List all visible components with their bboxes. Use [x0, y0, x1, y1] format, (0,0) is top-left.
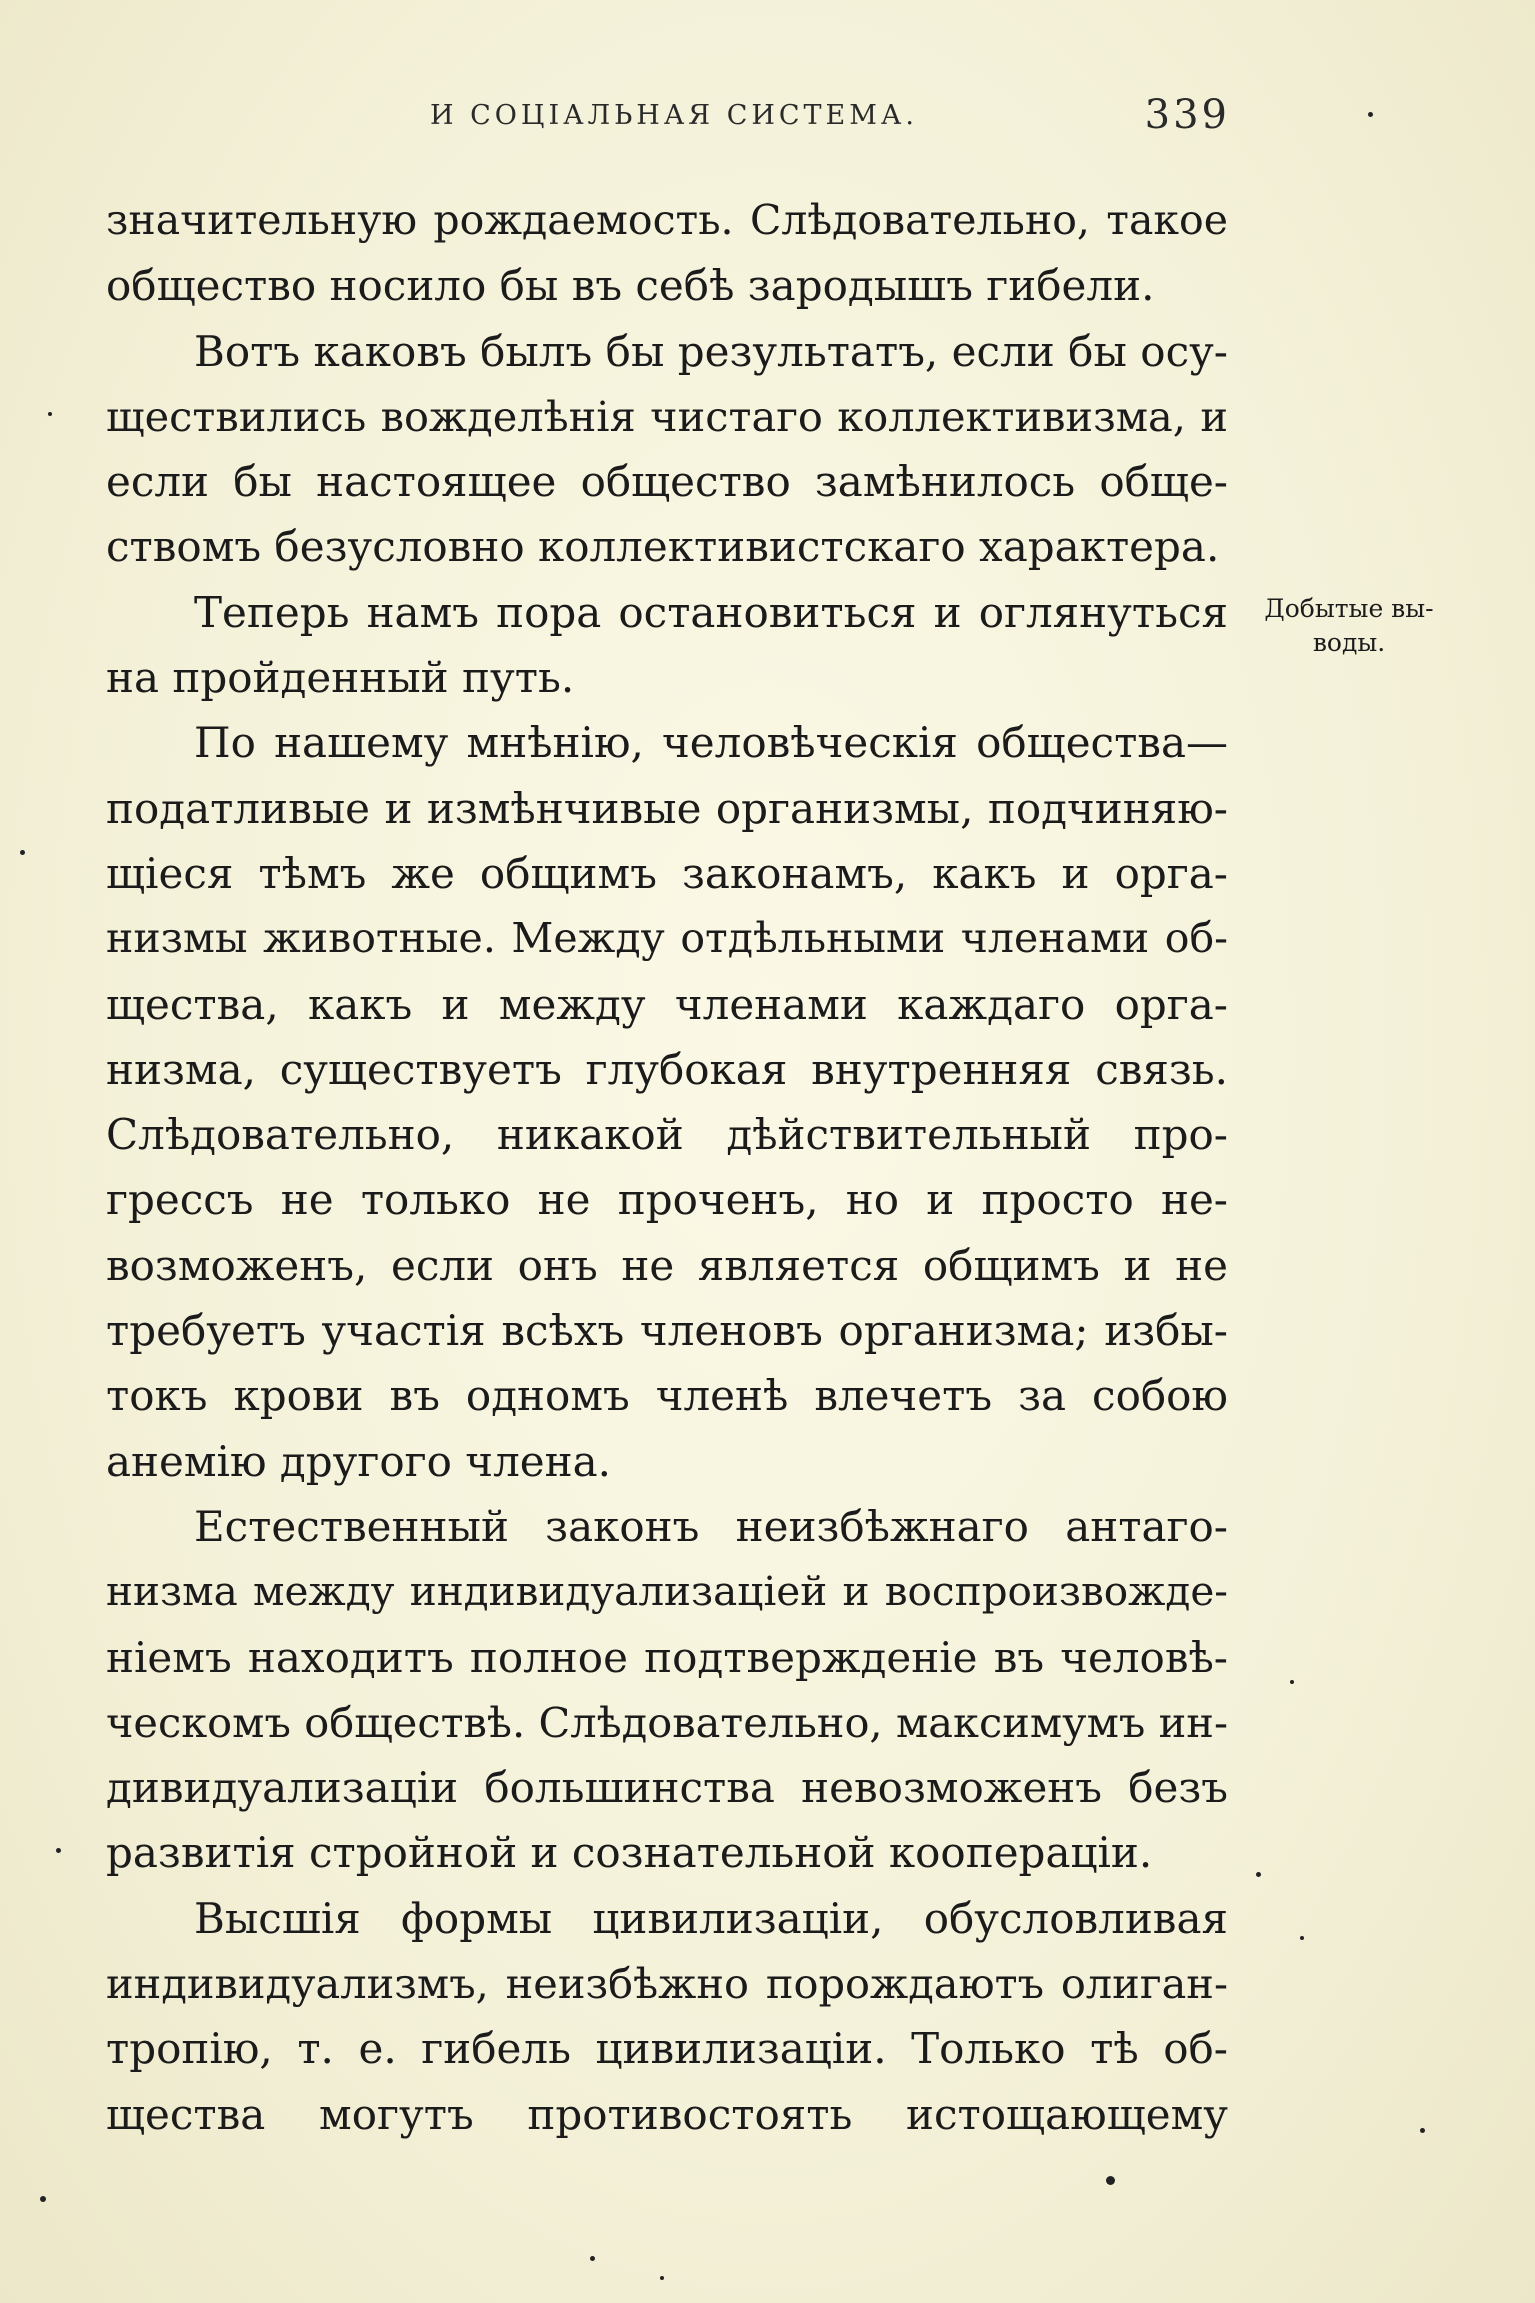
- text-line: грессъ не только не проченъ, но и просто не-: [106, 1175, 1228, 1225]
- print-speck: [1256, 1872, 1261, 1877]
- marginal-note: [1234, 592, 1464, 660]
- text-line: анемію другого члена.: [106, 1436, 611, 1486]
- print-speck: [40, 2196, 46, 2202]
- marginal-note-line: Добытые вы-: [1264, 594, 1434, 623]
- print-speck: [48, 412, 52, 416]
- text-line: Слѣдовательно, никакой дѣйствительный про-: [106, 1110, 1228, 1160]
- page-number: 339: [1144, 92, 1230, 138]
- text-line: индивидуализмъ, неизбѣжно порождаютъ олиган-: [106, 1959, 1228, 2009]
- text-line: Естественный законъ неизбѣжнаго антаго-: [194, 1501, 1228, 1551]
- print-speck: [20, 850, 25, 855]
- text-line: общество носило бы въ себѣ зародышъ гибели.: [106, 261, 1155, 311]
- text-line: податливые и измѣнчивые организмы, подчиняю-: [106, 783, 1228, 833]
- print-speck: [1420, 2128, 1425, 2133]
- text-line: ніемъ находитъ полное подтвержденіе въ человѣ-: [106, 1632, 1228, 1682]
- text-line: щіеся тѣмъ же общимъ законамъ, какъ и орга-: [106, 848, 1228, 898]
- text-line: на пройденный путь.: [106, 653, 575, 703]
- print-speck: [660, 2276, 664, 2280]
- text-line: щества могутъ противостоять истощающему: [106, 2089, 1228, 2139]
- text-line: низма между индивидуализаціей и воспроизвожде-: [106, 1567, 1228, 1616]
- text-line: значительную рождаемость. Слѣдовательно, такое: [106, 196, 1228, 244]
- text-line: развитія стройной и сознательной коопераціи.: [106, 1828, 1153, 1878]
- print-speck: [1300, 1936, 1304, 1940]
- print-speck: [1106, 2176, 1115, 2185]
- text-line: Теперь намъ пора остановиться и оглянуться: [194, 587, 1228, 637]
- text-line: тропію, т. е. гибель цивилизаціи. Только тѣ об-: [106, 2024, 1228, 2074]
- text-line: щества, какъ и между членами каждаго орга-: [106, 979, 1228, 1029]
- running-title: И СОЦІАЛЬНАЯ СИСТЕМА.: [430, 100, 918, 131]
- page-header: [430, 92, 1230, 142]
- text-line: Высшія формы цивилизаціи, обусловливая: [194, 1893, 1228, 1943]
- text-line: если бы настоящее общество замѣнилось обще-: [106, 457, 1228, 507]
- text-line: ствомъ безусловно коллективистскаго характера.: [106, 522, 1220, 572]
- text-line: Вотъ каковъ былъ бы результатъ, если бы осу-: [194, 326, 1228, 376]
- text-line: дивидуализаціи большинства невозможенъ безъ: [106, 1763, 1228, 1813]
- print-speck: [56, 1848, 61, 1853]
- print-speck: [1290, 1680, 1294, 1684]
- text-line: ческомъ обществѣ. Слѣдовательно, максимумъ ин-: [106, 1697, 1228, 1747]
- marginal-note-line: воды.: [1312, 628, 1386, 657]
- body-text: [106, 188, 1228, 2147]
- print-speck: [590, 2256, 595, 2261]
- text-line: требуетъ участія всѣхъ членовъ организма; избы-: [106, 1306, 1228, 1356]
- text-line: низма, существуетъ глубокая внутренняя связь.: [106, 1044, 1228, 1094]
- text-line: ществились вожделѣнія чистаго коллективизма, и: [106, 391, 1228, 441]
- text-line: По нашему мнѣнію, человѣческія общества—: [194, 718, 1228, 768]
- print-speck: [1368, 112, 1373, 117]
- text-line: низмы животные. Между отдѣльными членами об-: [106, 914, 1228, 963]
- text-line: токъ крови въ одномъ членѣ влечетъ за собою: [106, 1371, 1228, 1421]
- text-line: возможенъ, если онъ не является общимъ и не: [106, 1240, 1228, 1290]
